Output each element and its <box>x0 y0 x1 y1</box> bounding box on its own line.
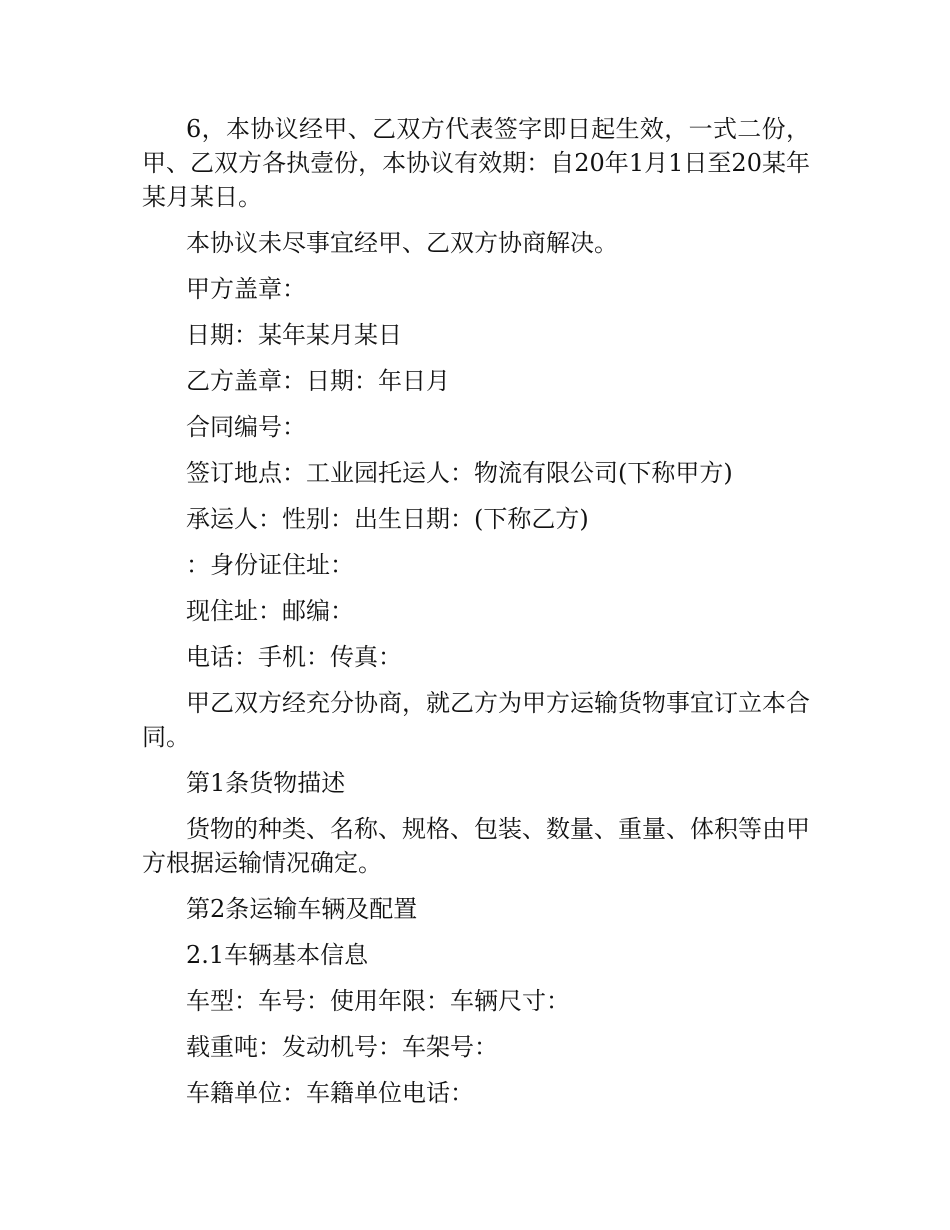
paragraph-vehicle-registration: 车籍单位：车籍单位电话： <box>186 1079 474 1107</box>
paragraph-cargo-description: 货物的种类、名称、规格、包装、数量、重量、体积等由甲方根据运输情况确定。 <box>142 815 810 877</box>
paragraph-validity: 6，本协议经甲、乙双方代表签字即日起生效，一式二份，甲、乙双方各执壹份，本协议有效期：自20年1月1日至20某年某月某日。 <box>142 115 810 211</box>
paragraph-vehicle-load: 载重吨：发动机号：车架号： <box>186 1033 498 1061</box>
paragraph-contract-number: 合同编号： <box>186 413 306 441</box>
paragraph-id-address: ：身份证住址： <box>186 551 354 579</box>
paragraph-signing-place: 签订地点：工业园托运人：物流有限公司(下称甲方) <box>186 459 733 487</box>
paragraph-date: 日期：某年某月某日 <box>186 321 402 349</box>
document-body <box>142 112 810 1122</box>
section-heading-vehicle: 第2条运输车辆及配置 <box>186 895 418 923</box>
section-heading-cargo: 第1条货物描述 <box>186 769 346 797</box>
paragraph-agreement-intro: 甲乙双方经充分协商，就乙方为甲方运输货物事宜订立本合同。 <box>142 689 810 751</box>
paragraph-unresolved-matters: 本协议未尽事宜经甲、乙双方协商解决。 <box>186 229 618 257</box>
paragraph-phone: 电话：手机：传真： <box>186 643 402 671</box>
paragraph-carrier: 承运人：性别：出生日期：(下称乙方) <box>186 505 589 533</box>
paragraph-party-a-seal: 甲方盖章： <box>186 275 306 303</box>
subsection-heading-vehicle-info: 2.1车辆基本信息 <box>186 941 369 969</box>
paragraph-vehicle-model: 车型：车号：使用年限：车辆尺寸： <box>186 987 570 1015</box>
paragraph-current-address: 现住址：邮编： <box>186 597 354 625</box>
paragraph-party-b-seal: 乙方盖章：日期：年日月 <box>186 367 450 395</box>
